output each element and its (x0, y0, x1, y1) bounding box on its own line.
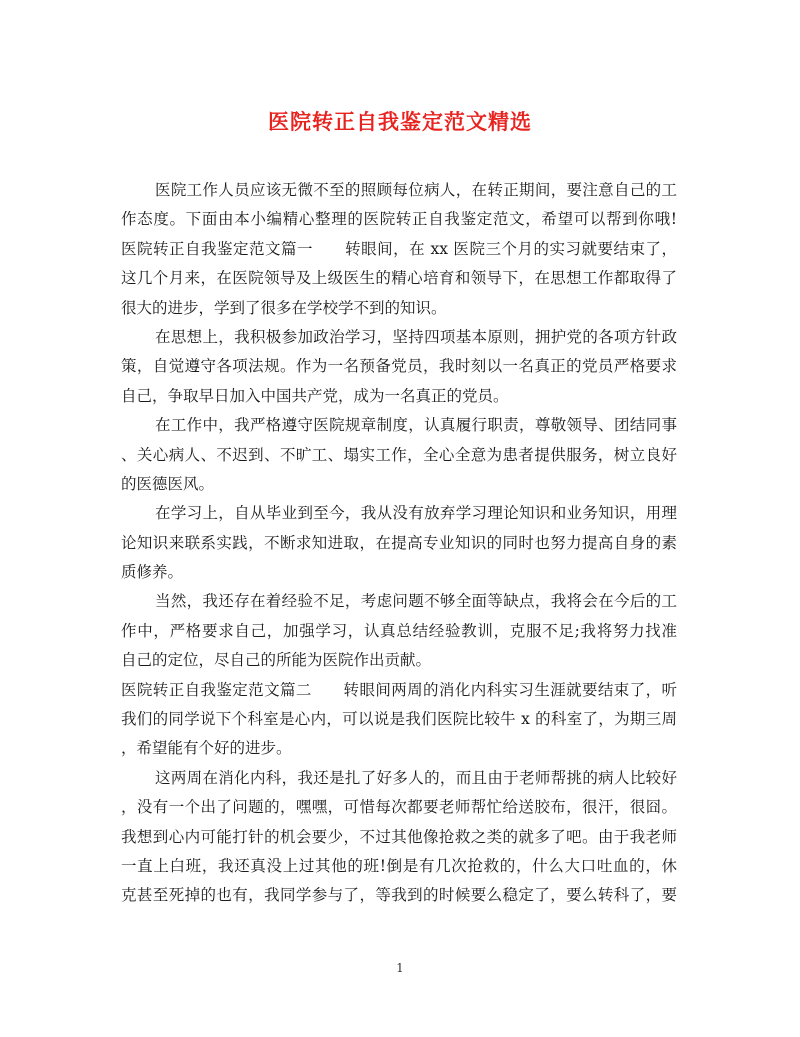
text-line: 、关心病人、不迟到、不旷工、塌实工作，全心全意为患者提供服务，树立良好 (121, 445, 677, 464)
text-line: 在工作中，我严格遵守医院规章制度，认真履行职责，尊敬领导、团结同事 (155, 416, 677, 435)
text-line: 作中，严格要求自己，加强学习，认真总结经验教训，克服不足;我将努力找准 (121, 621, 677, 640)
text-line: 克甚至死掉的也有，我同学参与了，等我到的时候要么稳定了，要么转科了，要 (121, 886, 677, 905)
text-line: 自己的定位，尽自己的所能为医院作出贡献。 (121, 651, 432, 670)
document-body (121, 176, 677, 911)
text-line: 我想到心内可能打针的机会要少，不过其他像抢救之类的就多了吧。由于我老师 (121, 827, 677, 846)
text-line: ，没有一个出了问题的，嘿嘿，可惜每次都要老师帮忙给送胶布，很汗，很囧。 (121, 798, 677, 817)
text-line: 当然，我还存在着经验不足，考虑问题不够全面等缺点，我将会在今后的工 (155, 592, 677, 611)
text-line: 在学习上，自从毕业到至今，我从没有放弃学习理论知识和业务知识，用理 (155, 504, 677, 523)
text-line: 在思想上，我积极参加政治学习，坚持四项基本原则，拥护党的各项方针政 (155, 327, 677, 346)
document-title: 医院转正自我鉴定范文精选 (268, 109, 532, 134)
text-line: 医院工作人员应该无微不至的照顾每位病人，在转正期间，要注意自己的工 (155, 181, 677, 199)
page-number: 1 (396, 961, 404, 975)
text-line: 医院转正自我鉴定范文篇二 转眼间两周的消化内科实习生涯就要结束了，听 (121, 680, 677, 699)
text-line: 论知识来联系实践，不断求知进取，在提高专业知识的同时也努力提高自身的素 (121, 533, 677, 552)
text-line: 质修养。 (121, 563, 184, 582)
text-line: 一直上白班，我还真没上过其他的班!倒是有几次抢救的，什么大口吐血的，休 (121, 856, 677, 875)
text-line: ，希望能有个好的进步。 (121, 739, 292, 758)
text-line: 我们的同学说下个科室是心内，可以说是我们医院比较牛 x 的科室了，为期三周 (121, 710, 677, 729)
text-line: 很大的进步，学到了很多在学校学不到的知识。 (121, 298, 447, 317)
text-line: 策，自觉遵守各项法规。作为一名预备党员，我时刻以一名真正的党员严格要求 (121, 357, 677, 376)
text-line: 自己，争取早日加入中国共产党，成为一名真正的党员。 (121, 386, 509, 405)
text-line: 的医德医风。 (121, 474, 215, 493)
text-line: 作态度。下面由本小编精心整理的医院转正自我鉴定范文，希望可以帮到你哦! (121, 210, 677, 229)
text-line: 医院转正自我鉴定范文篇一 转眼间，在 xx 医院三个月的实习就要结束了， (121, 239, 677, 258)
text-line: 这两周在消化内科，我还是扎了好多人的，而且由于老师帮挑的病人比较好 (155, 768, 677, 787)
text-line: 这几个月来，在医院领导及上级医生的精心培育和领导下，在思想工作都取得了 (121, 269, 677, 288)
